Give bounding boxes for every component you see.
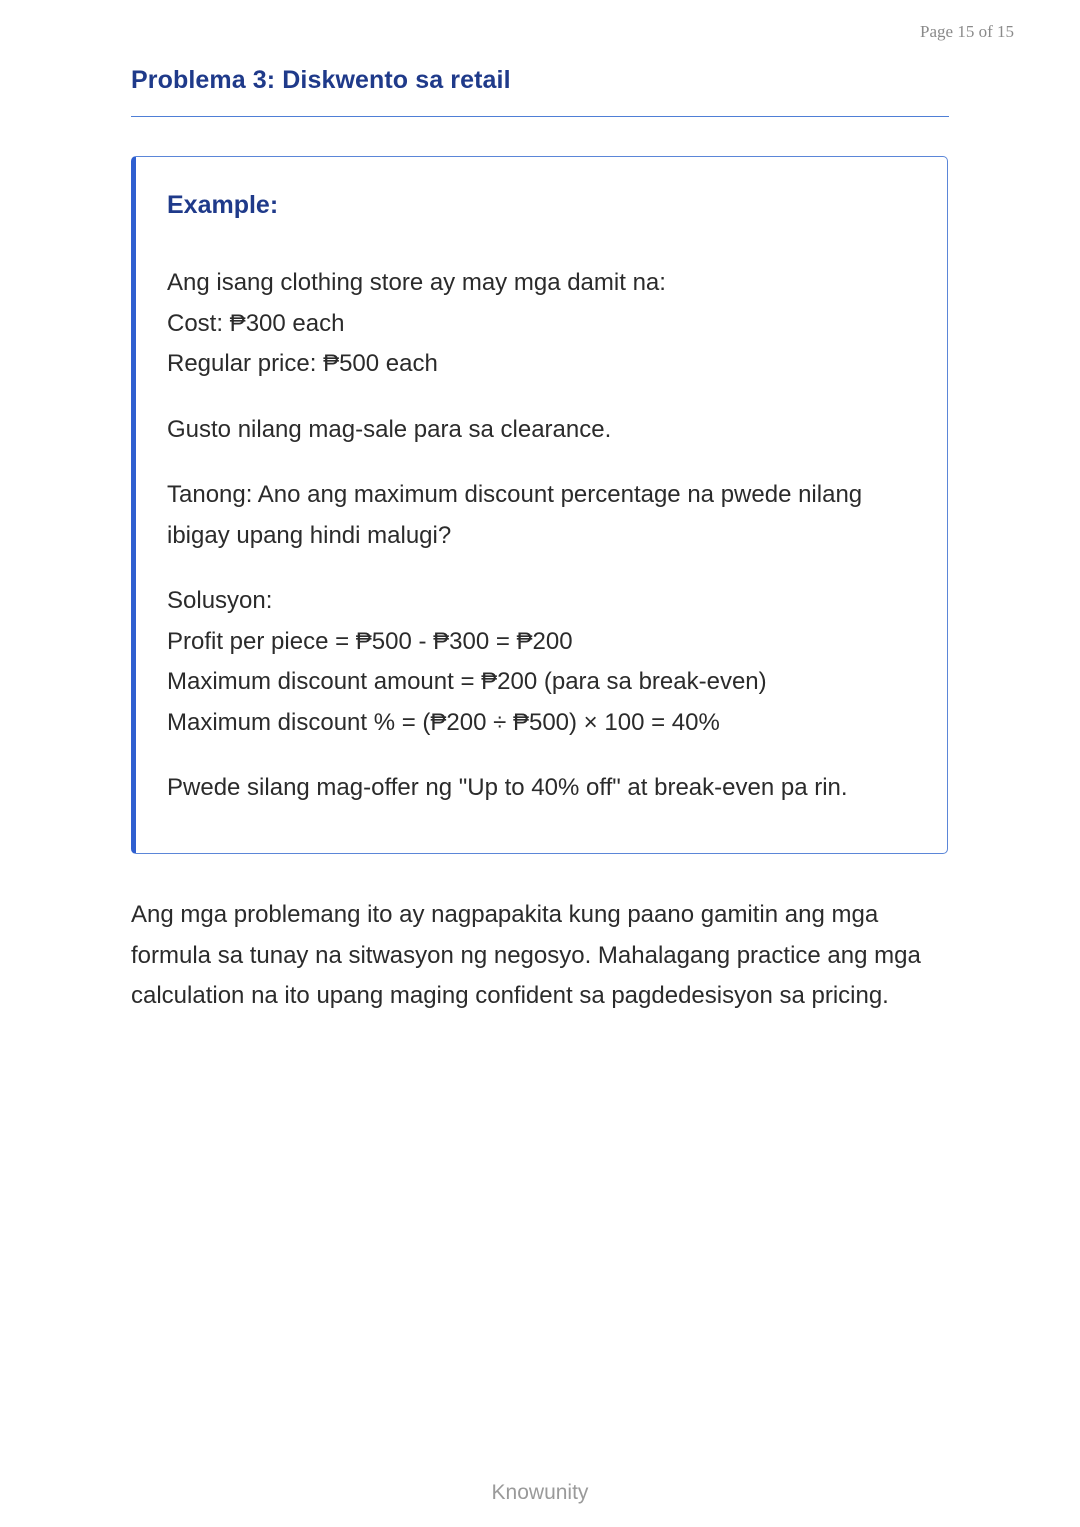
- solution-label: Solusyon:: [167, 587, 273, 614]
- example-goal: Gusto nilang mag-sale para sa clearance.: [167, 415, 612, 443]
- example-solution: [167, 581, 917, 743]
- footer-brand: Knowunity: [491, 1481, 589, 1504]
- example-intro: [167, 263, 917, 385]
- section-title: Problema 3: Diskwento sa retail: [131, 66, 511, 94]
- title-divider: [131, 116, 949, 117]
- page-number: Page 15 of 15: [920, 22, 1014, 41]
- cost-line: Cost: ₱300 each: [167, 309, 345, 337]
- solution-step-discount-percent: Maximum discount % = (₱200 ÷ ₱500) × 100 = 40%: [167, 708, 720, 736]
- intro-line: Ang isang clothing store ay may mga damit na:: [167, 269, 666, 296]
- example-question: Tanong: Ano ang maximum discount percentage na pwede nilang ibigay upang hindi malugi?: [167, 481, 863, 549]
- example-box: [131, 156, 948, 854]
- solution-step-profit: Profit per piece = ₱500 - ₱300 = ₱200: [167, 627, 573, 655]
- solution-step-discount-amount: Maximum discount amount = ₱200 (para sa break-even): [167, 668, 767, 695]
- example-heading: Example:: [167, 191, 279, 219]
- regular-price-line: Regular price: ₱500 each: [167, 350, 438, 377]
- example-conclusion: Pwede silang mag-offer ng "Up to 40% off" at break-even pa rin.: [167, 774, 848, 801]
- closing-paragraph: Ang mga problemang ito ay nagpapakita kung paano gamitin ang mga formula sa tunay na sitwasyon ng negosyo. Mahalagang practice ang mga calculation na ito upang maging confident sa pagdedesisyon sa pricing.: [131, 901, 921, 1009]
